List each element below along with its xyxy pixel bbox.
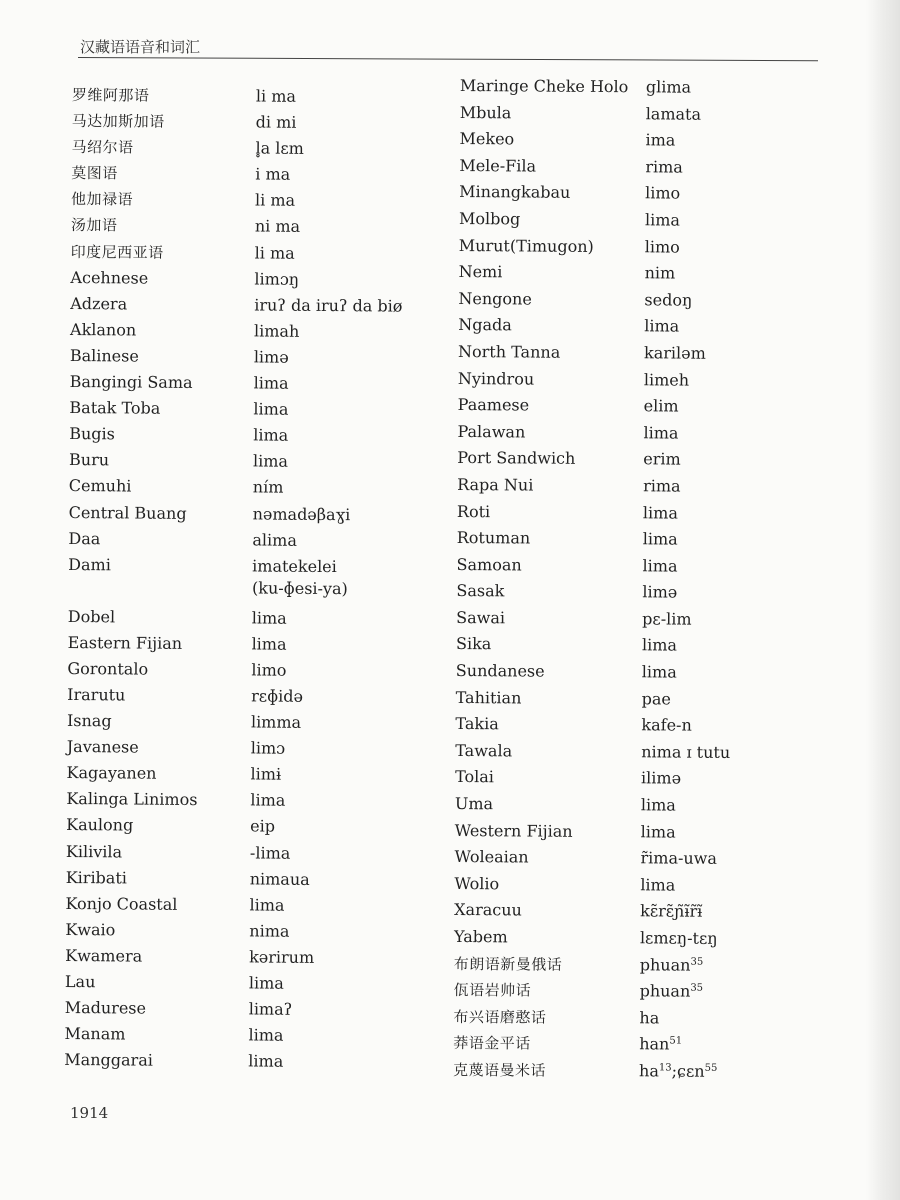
language-name: Manam bbox=[64, 1024, 126, 1044]
word-form: elim bbox=[643, 396, 679, 416]
word-form: limo bbox=[251, 660, 287, 680]
vocab-entry bbox=[457, 447, 837, 476]
language-name: Tolai bbox=[455, 767, 495, 787]
language-name: Kaulong bbox=[66, 815, 134, 835]
language-name: North Tanna bbox=[458, 341, 561, 362]
language-name: Nemi bbox=[458, 262, 503, 282]
word-form: lima bbox=[253, 425, 289, 445]
word-form: rɛɸidə bbox=[251, 686, 304, 706]
word-form: lima bbox=[643, 423, 679, 443]
language-name: Lau bbox=[64, 971, 96, 992]
language-name: Buru bbox=[68, 450, 110, 470]
word-form: erim bbox=[643, 449, 681, 469]
word-form: limɔ bbox=[250, 738, 286, 758]
word-form: ha bbox=[639, 1008, 660, 1028]
vocab-entry bbox=[66, 841, 446, 870]
word-form: li ma bbox=[254, 243, 295, 263]
vocab-entry bbox=[457, 500, 837, 529]
word-form: glima bbox=[645, 77, 692, 97]
language-name: Kwamera bbox=[65, 945, 143, 966]
vocab-entry bbox=[66, 814, 446, 843]
word-form: pɛ-lim bbox=[642, 609, 692, 629]
vocab-entry bbox=[69, 449, 449, 478]
vocab-entry bbox=[458, 314, 838, 343]
language-name: Murut(Timugon) bbox=[458, 235, 594, 256]
vocab-entry bbox=[454, 979, 834, 1008]
vocab-entry bbox=[65, 945, 445, 974]
word-form: limah bbox=[253, 321, 300, 341]
language-name: Ngada bbox=[458, 315, 512, 335]
page-edge-shadow bbox=[866, 0, 900, 1200]
vocab-entry bbox=[453, 1032, 833, 1061]
language-name: Irarutu bbox=[67, 684, 126, 705]
language-name: Madurese bbox=[64, 998, 147, 1018]
vocab-entry bbox=[454, 953, 834, 982]
word-form-continued: (ku-ɸesi-ya) bbox=[251, 578, 348, 598]
vocab-entry bbox=[460, 102, 840, 131]
word-form: limɨ bbox=[250, 764, 282, 784]
language-name: Gorontalo bbox=[67, 658, 149, 679]
vocab-entry bbox=[455, 713, 835, 742]
language-name: 他加禄语 bbox=[71, 190, 134, 209]
word-form: eip bbox=[250, 816, 276, 837]
language-name: Konjo Coastal bbox=[65, 893, 178, 914]
word-form: li ma bbox=[255, 190, 296, 211]
vocab-entry bbox=[70, 345, 450, 374]
word-form: r̃ima-uwa bbox=[640, 848, 718, 869]
word-form: lima bbox=[640, 821, 676, 842]
language-name: Mele-Fila bbox=[459, 155, 537, 176]
word-form: lima bbox=[253, 373, 289, 393]
word-form: phuan$^{35}$ bbox=[639, 954, 704, 975]
word-form: lima bbox=[248, 1051, 284, 1071]
vocab-entry bbox=[69, 501, 449, 530]
language-name: Batak Toba bbox=[69, 398, 161, 418]
vocab-entry bbox=[66, 867, 446, 896]
vocab-entry bbox=[455, 820, 835, 849]
language-name: 布兴语磨憨话 bbox=[453, 1007, 547, 1027]
vocab-entry bbox=[458, 368, 838, 397]
word-form: limo bbox=[644, 236, 680, 257]
vocab-entry bbox=[69, 397, 449, 426]
vocab-entry bbox=[456, 554, 836, 583]
word-form: lima bbox=[642, 529, 678, 549]
vocab-entry bbox=[453, 1006, 833, 1035]
language-name: Javanese bbox=[66, 737, 139, 757]
word-form: i ma bbox=[255, 164, 291, 184]
vocab-entry bbox=[459, 181, 839, 210]
vocab-entry bbox=[458, 341, 838, 370]
word-form: lima bbox=[644, 210, 681, 230]
language-name: Molbog bbox=[458, 208, 521, 229]
word-form: lima bbox=[642, 555, 678, 576]
vocab-entry bbox=[67, 710, 447, 739]
language-name: Kalinga Linimos bbox=[66, 789, 198, 810]
language-name: 罗维阿那语 bbox=[71, 85, 150, 105]
vocab-entry bbox=[69, 475, 449, 504]
vocab-entry bbox=[457, 421, 837, 450]
word-form: sedoŋ bbox=[644, 290, 693, 310]
vocab-entry bbox=[68, 606, 448, 635]
word-form: lima bbox=[640, 795, 676, 815]
vocab-entry bbox=[454, 899, 834, 928]
language-name: Tawala bbox=[455, 740, 513, 761]
language-name: 印度尼西亚语 bbox=[70, 242, 164, 262]
language-name: Sika bbox=[455, 634, 492, 654]
word-form: imatekelei (ku-ɸesi-ya) bbox=[251, 556, 348, 598]
vocab-entry bbox=[67, 632, 447, 661]
vocab-entry bbox=[71, 136, 451, 165]
word-form: alima bbox=[252, 530, 297, 550]
language-name: 汤加语 bbox=[70, 216, 118, 235]
language-name: Woleaian bbox=[454, 847, 529, 867]
language-name: Adzera bbox=[70, 293, 128, 314]
vocab-entry bbox=[65, 997, 445, 1026]
word-form: kafe-n bbox=[641, 715, 692, 735]
word-form: nimaua bbox=[249, 869, 310, 889]
vocab-entry bbox=[458, 394, 838, 423]
language-name: Acehnese bbox=[70, 267, 149, 288]
language-name: Roti bbox=[456, 501, 491, 521]
word-form: lima bbox=[642, 502, 678, 523]
language-name: Bangingi Sama bbox=[69, 372, 193, 392]
word-form: lamata bbox=[645, 103, 702, 124]
language-name: Minangkabau bbox=[459, 182, 571, 203]
vocab-entry bbox=[456, 660, 836, 689]
language-name: Kwaio bbox=[65, 919, 116, 940]
word-form: lɛmɛŋ-tɛŋ bbox=[639, 928, 718, 948]
language-name: 马达加斯加语 bbox=[71, 112, 165, 131]
language-name: Nengone bbox=[458, 288, 532, 309]
language-name: Paamese bbox=[457, 395, 530, 415]
vocab-entry bbox=[455, 793, 835, 822]
vocab-entry bbox=[65, 919, 445, 948]
language-name: Aklanon bbox=[69, 319, 137, 340]
right-column bbox=[453, 75, 840, 1088]
language-name: Sundanese bbox=[455, 661, 545, 681]
tone-superscript: 35 bbox=[690, 982, 704, 994]
language-name: Cemuhi bbox=[68, 476, 132, 496]
vocab-entry bbox=[71, 241, 451, 270]
word-form: iruʔ da iruʔ da biø bbox=[254, 295, 403, 316]
language-name: Central Buang bbox=[68, 502, 187, 523]
language-name: Palawan bbox=[457, 421, 526, 442]
vocab-entry bbox=[68, 528, 448, 557]
language-name: Samoan bbox=[456, 554, 522, 575]
running-header: 汉藏语语音和词汇 bbox=[80, 38, 201, 56]
language-name: Rotuman bbox=[456, 528, 531, 548]
word-form: lima bbox=[252, 451, 289, 472]
vocab-entry bbox=[455, 766, 835, 795]
vocab-entry bbox=[454, 873, 834, 902]
word-form: lima bbox=[641, 662, 677, 682]
word-form: nima bbox=[249, 921, 290, 941]
language-name: Mbula bbox=[459, 102, 512, 122]
word-form: ni ma bbox=[254, 216, 301, 237]
word-form: limo bbox=[645, 183, 681, 203]
left-column bbox=[64, 84, 452, 1078]
word-form: limeh bbox=[643, 369, 690, 390]
word-form: lima bbox=[248, 1025, 284, 1045]
word-form: kɛ̃rɛ̃ɲ̃ɨ̃r̃ɨ̃ bbox=[640, 901, 703, 922]
word-form: ima bbox=[645, 130, 676, 150]
vocab-entry bbox=[65, 893, 445, 922]
tone-superscript: 51 bbox=[669, 1035, 683, 1047]
vocab-entry bbox=[456, 633, 836, 662]
word-form: limɔŋ bbox=[254, 269, 300, 289]
language-name: 莽语金平话 bbox=[453, 1034, 531, 1053]
vocab-entry bbox=[69, 423, 449, 452]
language-name: Tahitian bbox=[455, 687, 522, 708]
vocab-entry bbox=[453, 1059, 833, 1088]
word-form: l̥a lɛm bbox=[255, 138, 304, 159]
word-form: nim bbox=[644, 263, 676, 283]
language-name: 佤语岩帅话 bbox=[453, 981, 532, 1000]
vocab-entry bbox=[457, 474, 837, 503]
word-form: ilimə bbox=[641, 768, 682, 788]
language-name: Isnag bbox=[66, 711, 112, 731]
vocab-entry bbox=[65, 971, 445, 1000]
vocab-entry bbox=[71, 162, 451, 191]
word-form-continued: ;ɕɛn bbox=[671, 1061, 705, 1081]
language-name: Western Fijian bbox=[454, 820, 573, 841]
vocab-entry bbox=[70, 267, 450, 296]
language-name: Yabem bbox=[453, 926, 508, 947]
word-form: lima bbox=[253, 399, 289, 419]
language-name: Xaracuu bbox=[454, 900, 522, 920]
language-name: Sawai bbox=[456, 607, 506, 628]
word-form: lima bbox=[641, 635, 678, 655]
vocab-entry bbox=[459, 155, 839, 184]
word-form: kariləm bbox=[643, 343, 706, 363]
language-name: Rapa Nui bbox=[457, 474, 534, 495]
word-form: rima bbox=[645, 157, 683, 177]
language-name: 莫图语 bbox=[71, 164, 118, 183]
word-form: limaʔ bbox=[248, 999, 293, 1019]
word-form: lima bbox=[249, 895, 285, 915]
word-form: lima bbox=[251, 608, 287, 628]
language-name: Kiribati bbox=[65, 867, 128, 888]
header-rule bbox=[78, 57, 818, 61]
vocab-entry bbox=[460, 75, 840, 104]
vocab-entry bbox=[454, 926, 834, 955]
vocab-entry bbox=[68, 554, 448, 609]
word-form: lima bbox=[644, 316, 680, 336]
language-name: Wolio bbox=[454, 873, 500, 894]
language-name: Nyindrou bbox=[457, 368, 535, 389]
vocab-entry bbox=[71, 188, 451, 217]
word-form: pae bbox=[641, 688, 671, 709]
word-form: $ha^{13};ɕɛn^{55}$ bbox=[638, 1061, 718, 1081]
language-name: Eastern Fijian bbox=[67, 632, 183, 653]
vocab-entry bbox=[456, 580, 836, 609]
vocab-entry bbox=[70, 319, 450, 348]
language-name: Sasak bbox=[456, 581, 505, 601]
language-name: Port Sandwich bbox=[457, 448, 576, 469]
word-form: lima bbox=[250, 790, 286, 811]
vocab-entry bbox=[67, 658, 447, 687]
vocab-entry bbox=[459, 208, 839, 237]
vocab-entry bbox=[459, 261, 839, 290]
vocab-entry bbox=[456, 607, 836, 636]
word-form: kərirum bbox=[249, 947, 315, 967]
language-name: Daa bbox=[68, 528, 101, 548]
language-name: 克蔑语曼米话 bbox=[452, 1060, 547, 1080]
word-form: nəmadəβaɣi bbox=[252, 503, 351, 524]
word-form: di mi bbox=[255, 112, 297, 132]
word-form: limə bbox=[642, 582, 678, 602]
word-form: li ma bbox=[255, 86, 297, 106]
language-name: Manggarai bbox=[64, 1050, 153, 1070]
language-name: Dami bbox=[68, 554, 111, 575]
language-name: Uma bbox=[454, 794, 494, 814]
language-name: Maringe Cheke Holo bbox=[459, 75, 629, 97]
language-name: 马绍尔语 bbox=[71, 138, 134, 157]
language-name: Takia bbox=[455, 714, 499, 734]
vocab-entry bbox=[454, 846, 834, 875]
word-form: nima ɪ tutu bbox=[641, 742, 731, 762]
vocab-entry bbox=[455, 740, 835, 769]
word-form: -lima bbox=[249, 842, 291, 863]
word-form: ním bbox=[252, 477, 284, 498]
vocab-entry bbox=[457, 527, 837, 556]
vocab-entry bbox=[72, 110, 452, 139]
language-name: Balinese bbox=[69, 345, 139, 366]
word-form: lima bbox=[248, 973, 284, 993]
vocab-entry bbox=[64, 1023, 444, 1052]
vocab-entry bbox=[72, 84, 452, 113]
vocab-entry bbox=[66, 788, 446, 817]
vocab-entry bbox=[458, 288, 838, 317]
language-name: Mekeo bbox=[459, 129, 515, 149]
word-form: limma bbox=[250, 712, 302, 732]
vocab-entry bbox=[71, 214, 451, 243]
language-name: Dobel bbox=[67, 606, 116, 627]
vocab-entry bbox=[70, 371, 450, 400]
tone-superscript: 35 bbox=[690, 956, 704, 968]
word-form: han$^{51}$ bbox=[639, 1034, 683, 1054]
vocab-entry bbox=[67, 684, 447, 713]
language-name: 布朗语新曼俄话 bbox=[453, 954, 563, 974]
tone-superscript: 55 bbox=[704, 1062, 718, 1074]
vocab-entry bbox=[459, 128, 839, 157]
word-form: limə bbox=[253, 347, 289, 367]
tone-superscript: 13 bbox=[658, 1062, 672, 1074]
vocab-entry bbox=[456, 687, 836, 716]
word-form: lima bbox=[251, 634, 287, 654]
vocab-entry bbox=[64, 1049, 444, 1078]
language-name: Kagayanen bbox=[66, 763, 157, 783]
word-form: phuan$^{35}$ bbox=[639, 981, 704, 1001]
language-name: Bugis bbox=[69, 424, 115, 444]
vocab-entry bbox=[70, 293, 450, 322]
vocab-entry bbox=[66, 762, 446, 791]
word-form: lima bbox=[640, 875, 676, 895]
vocab-entry bbox=[459, 235, 839, 264]
page-number: 1914 bbox=[70, 1104, 109, 1122]
language-name: Kilivila bbox=[65, 841, 123, 861]
word-form: rima bbox=[643, 476, 681, 496]
vocab-entry bbox=[67, 736, 447, 765]
